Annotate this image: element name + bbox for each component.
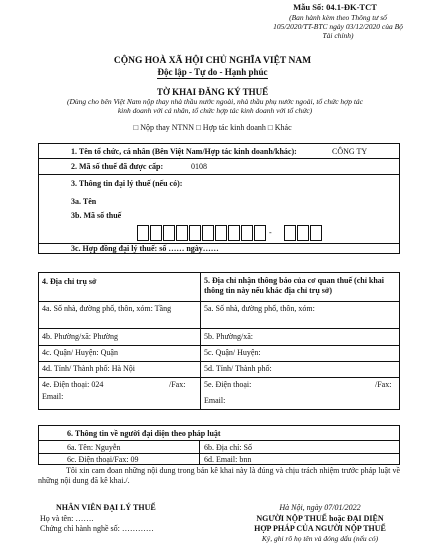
- taxpayer-info-box: [38, 143, 400, 254]
- tax-code-value: 0108: [191, 162, 207, 171]
- notice-address-heading: 5. Địa chỉ nhận thông báo của cơ quan thuế (chỉ khai thông tin này nếu khác địa chỉ trụ sở): [204, 276, 385, 295]
- org-label: 1. Tên tổ chức, cá nhân (Bên Việt Nam/Hợp tác kinh doanh/khác):: [71, 147, 297, 156]
- tin-digit[interactable]: [254, 225, 266, 241]
- head-office-fax: /Fax:: [169, 380, 186, 389]
- signer-line-2: HỢP PHÁP CỦA NGƯỜI NỘP THUẾ: [254, 524, 386, 533]
- tin-digit[interactable]: [189, 225, 201, 241]
- tin-digit[interactable]: [137, 225, 149, 241]
- tin-branch-digit[interactable]: [297, 225, 309, 241]
- tin-digit[interactable]: [202, 225, 214, 241]
- representative-email: 6d. Email: bnn: [204, 455, 252, 464]
- head-office-province: 4d. Tỉnh/ Thành phố: Hà Nội: [42, 364, 136, 373]
- page-title: TỜ KHAI ĐĂNG KÝ THUẾ: [156, 87, 269, 97]
- motto-text: Độc lập - Tự do - Hạnh phúc: [157, 67, 268, 77]
- declaration-text: Tôi xin cam đoan những nội dung trong bản kê khai này là đúng và chịu trách nhiệm trước pháp luật về những nội dung đã kê khai./.: [38, 466, 400, 485]
- tin-dash: -: [269, 228, 272, 237]
- notice-ward: 5b. Phường/xã:: [204, 332, 254, 341]
- tin-digit[interactable]: [176, 225, 188, 241]
- notice-email: Email:: [204, 396, 226, 405]
- issued-line-2: 105/2020/TT-BTC ngày 03/12/2020 của Bộ: [273, 22, 403, 31]
- representative-table: [38, 425, 400, 465]
- tin-digit[interactable]: [150, 225, 162, 241]
- agent-label: 3. Thông tin đại lý thuế (nếu có):: [71, 179, 183, 188]
- issued-note: [258, 13, 418, 40]
- notice-province: 5d. Tỉnh/ Thành phố:: [204, 364, 272, 373]
- head-office-heading: 4. Địa chỉ trụ sở: [42, 277, 97, 286]
- tin-branch-digit[interactable]: [310, 225, 322, 241]
- agent-name-label: 3a. Tên: [71, 197, 97, 206]
- notice-phone: 5e. Điện thoại:: [204, 380, 252, 389]
- representative-phone: 6c. Điện thoại/Fax: 09: [67, 455, 139, 464]
- representative-name: 6a. Tên: Nguyễn: [67, 443, 121, 452]
- signer-line-1: NGƯỜI NỘP THUẾ hoặc ĐẠI DIỆN: [256, 514, 384, 523]
- notice-street: 5a. Số nhà, đường phố, thôn, xóm:: [204, 304, 315, 313]
- nation-heading: CỘNG HOÀ XÃ HỘI CHỦ NGHĨA VIỆT NAM: [113, 56, 312, 66]
- address-table: [38, 272, 400, 410]
- head-office-district: 4c. Quận/ Huyện: Quận: [42, 348, 118, 357]
- submission-options[interactable]: □ Nộp thay NTNN □ Hợp tác kinh doanh □ Khác: [133, 123, 292, 132]
- tin-branch-digit[interactable]: [284, 225, 296, 241]
- page-subtitle: (Dùng cho bên Việt Nam nộp thay nhà thầu nước ngoài, nhà thầu phụ nước ngoài, tổ chức hợp tác kinh doanh với cá nhân, tổ chức hợp tác kinh doanh với tổ chức): [67, 97, 363, 115]
- head-office-street: 4a. Số nhà, đường phố, thôn, xóm: Tầng: [42, 304, 172, 313]
- notice-fax: /Fax:: [375, 380, 392, 389]
- representative-heading: 6. Thông tin về người đại diện theo pháp luật: [67, 429, 221, 438]
- contract-label: 3c. Hợp đồng đại lý thuế: số …… ngày……: [71, 244, 219, 253]
- representative-address: 6b. Địa chỉ: Số: [204, 443, 252, 452]
- agent-staff-heading: NHÂN VIÊN ĐẠI LÝ THUẾ: [56, 503, 156, 512]
- tin-digit[interactable]: [215, 225, 227, 241]
- tin-digit[interactable]: [163, 225, 175, 241]
- tin-digit[interactable]: [241, 225, 253, 241]
- signer-note: Ký, ghi rõ họ tên và đóng dấu (nếu có): [261, 534, 379, 543]
- tin-digit[interactable]: [228, 225, 240, 241]
- place-date: Hà Nội, ngày 07/01/2022: [279, 503, 361, 512]
- issued-line-3: Tài chính): [322, 31, 354, 40]
- issued-line-1: (Ban hành kèm theo Thông tư số: [289, 13, 387, 22]
- agent-staff-cert: Chứng chỉ hành nghề số: …………: [40, 524, 154, 533]
- agent-staff-name: Họ và tên: …….: [40, 514, 94, 523]
- notice-district: 5c. Quận/ Huyện:: [204, 348, 261, 357]
- motto: [0, 67, 425, 77]
- org-value: CÔNG TY: [332, 147, 368, 156]
- head-office-email: Email:: [42, 392, 64, 401]
- form-code: Mẫu Số: 04.1-ĐK-TCT: [293, 2, 377, 12]
- tax-code-label: 2. Mã số thuế đã được cấp:: [71, 162, 164, 171]
- head-office-ward: 4b. Phường/xã: Phường: [42, 332, 119, 341]
- head-office-phone: 4e. Điện thoại: 024: [42, 380, 104, 389]
- agent-tax-label: 3b. Mã số thuế: [71, 211, 122, 220]
